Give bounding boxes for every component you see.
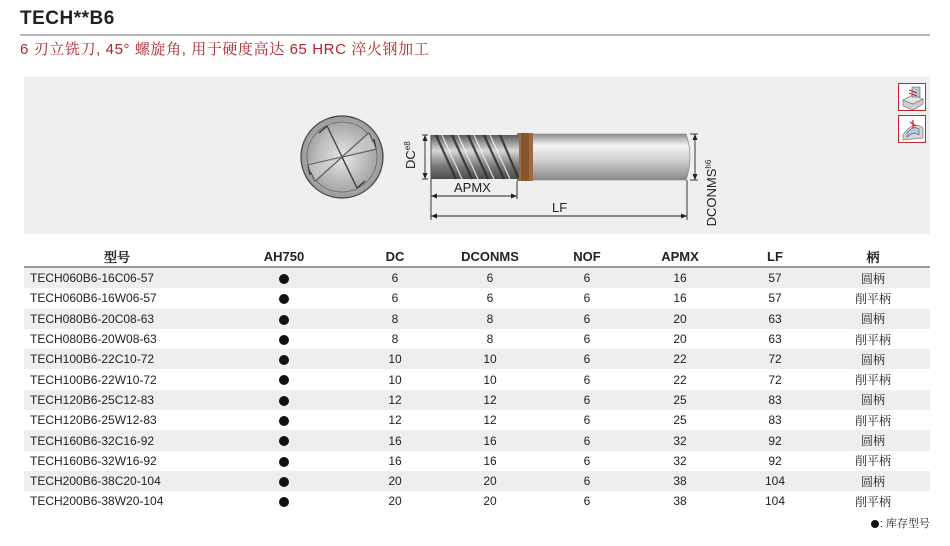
cell-dc: 16 xyxy=(388,453,402,468)
cell-lf: 57 xyxy=(734,267,816,288)
end-view-icon xyxy=(301,116,383,198)
cell-ah750 xyxy=(210,329,358,349)
cell-shank: 削平柄 xyxy=(854,373,891,388)
cell-shank: 圆柄 xyxy=(816,430,930,450)
cell-dconms: 10 xyxy=(432,349,548,369)
cell-ah750 xyxy=(210,369,358,389)
apmx-label: APMX xyxy=(454,180,491,195)
cell-dconms: 20 xyxy=(432,471,548,491)
cell-nof: 6 xyxy=(548,430,626,450)
table-row xyxy=(24,309,930,329)
cell-apmx: 32 xyxy=(626,430,734,450)
cell-nof: 6 xyxy=(583,453,591,468)
cell-dconms: 12 xyxy=(432,390,548,410)
stock-dot-icon xyxy=(279,355,289,365)
cell-ah750 xyxy=(210,451,358,471)
cell-dc: 8 xyxy=(358,309,432,329)
cell-dconms: 8 xyxy=(486,332,494,347)
stock-dot-icon xyxy=(279,375,289,385)
cell-dconms: 16 xyxy=(432,430,548,450)
dc-tolerance-label: e8 xyxy=(403,141,412,151)
cell-dc: 8 xyxy=(391,332,399,347)
footnote-text: : 库存型号 xyxy=(879,518,930,530)
cell-ah750 xyxy=(210,349,358,369)
cell-shank: 削平柄 xyxy=(854,332,891,347)
cell-lf: 72 xyxy=(768,372,782,387)
cell-dconms: 16 xyxy=(483,453,497,468)
table-row xyxy=(24,430,930,450)
table-row xyxy=(24,491,930,511)
stock-dot-icon xyxy=(871,520,879,528)
cell-model: TECH200B6-38W20-104 xyxy=(30,494,164,509)
cell-dc: 6 xyxy=(358,267,432,288)
cell-lf: 83 xyxy=(768,413,782,428)
cell-ah750 xyxy=(210,288,358,308)
svg-text:DCe8 xyxy=(403,141,418,169)
cell-apmx: 16 xyxy=(673,291,687,306)
table-row xyxy=(24,329,930,349)
cell-model: TECH100B6-22C10-72 xyxy=(24,349,210,369)
cell-nof: 6 xyxy=(583,413,591,428)
cell-apmx: 20 xyxy=(673,332,687,347)
stock-dot-icon xyxy=(279,416,289,426)
cell-shank: 圆柄 xyxy=(816,390,930,410)
cell-shank: 圆柄 xyxy=(816,471,930,491)
cell-lf: 92 xyxy=(768,453,782,468)
cell-nof: 6 xyxy=(548,349,626,369)
header-shank: 柄 xyxy=(816,246,930,267)
cell-dc: 20 xyxy=(388,494,402,509)
cell-lf: 104 xyxy=(764,494,786,509)
dconms-tolerance-label: h6 xyxy=(704,159,713,169)
cell-nof: 6 xyxy=(583,291,591,306)
cell-dconms: 10 xyxy=(483,372,497,387)
header-nof: NOF xyxy=(548,246,626,267)
cell-nof: 6 xyxy=(548,390,626,410)
cell-model: TECH100B6-22W10-72 xyxy=(30,372,157,387)
cell-shank: 圆柄 xyxy=(816,309,930,329)
cell-lf: 57 xyxy=(768,291,782,306)
stock-dot-icon xyxy=(279,315,289,325)
cell-shank: 削平柄 xyxy=(854,413,891,428)
stock-dot-icon xyxy=(279,335,289,345)
cell-lf: 83 xyxy=(734,390,816,410)
cell-model: TECH160B6-32C16-92 xyxy=(24,430,210,450)
page-subtitle: 6 刃立铣刀, 45° 螺旋角, 用于硬度高达 65 HRC 淬火钢加工 xyxy=(20,41,430,58)
cell-lf: 63 xyxy=(768,332,782,347)
stock-dot-icon xyxy=(279,477,289,487)
cell-dc: 20 xyxy=(358,471,432,491)
cell-apmx: 32 xyxy=(673,453,687,468)
cell-apmx: 38 xyxy=(626,471,734,491)
table-row xyxy=(24,288,930,308)
cell-shank: 削平柄 xyxy=(854,494,891,509)
table-row xyxy=(24,267,930,288)
cell-nof: 6 xyxy=(583,372,591,387)
cell-model: TECH120B6-25C12-83 xyxy=(24,390,210,410)
cell-nof: 6 xyxy=(548,471,626,491)
cell-lf: 104 xyxy=(734,471,816,491)
table-row xyxy=(24,471,930,491)
cell-ah750 xyxy=(210,267,358,288)
lf-label: LF xyxy=(552,200,568,215)
cell-dc: 12 xyxy=(358,390,432,410)
cell-dc: 6 xyxy=(391,291,399,306)
cell-nof: 6 xyxy=(583,494,591,509)
svg-text:DCONMSh6 xyxy=(704,159,719,226)
cell-lf: 92 xyxy=(734,430,816,450)
table-row xyxy=(24,349,930,369)
dc-label: DC xyxy=(403,150,418,169)
cell-nof: 6 xyxy=(583,332,591,347)
cell-dconms: 12 xyxy=(483,413,497,428)
cell-shank: 圆柄 xyxy=(816,267,930,288)
footnote xyxy=(871,515,930,531)
table-row xyxy=(24,410,930,430)
stock-dot-icon xyxy=(279,497,289,507)
cell-shank: 圆柄 xyxy=(816,349,930,369)
header-dc: DC xyxy=(358,246,432,267)
cell-dconms: 6 xyxy=(486,291,494,306)
cell-apmx: 16 xyxy=(626,267,734,288)
cell-model: TECH160B6-32W16-92 xyxy=(30,453,157,468)
page-title: TECH**B6 xyxy=(20,8,115,29)
cell-model: TECH060B6-16C06-57 xyxy=(24,267,210,288)
header-model: 型号 xyxy=(24,246,210,267)
cell-model: TECH120B6-25W12-83 xyxy=(30,413,157,428)
cell-dconms: 8 xyxy=(432,309,548,329)
cell-shank: 削平柄 xyxy=(854,454,891,469)
end-mill-drawing xyxy=(24,77,930,234)
dconms-label: DCONMS xyxy=(704,168,719,227)
tool-drawing-panel xyxy=(24,77,930,234)
stock-dot-icon xyxy=(279,274,289,284)
cell-model: TECH080B6-20C08-63 xyxy=(24,309,210,329)
cell-dc: 10 xyxy=(388,372,402,387)
table-row xyxy=(24,369,930,389)
flat-surface-milling-icon xyxy=(898,83,926,111)
cell-ah750 xyxy=(210,410,358,430)
table-row xyxy=(24,390,930,410)
side-view xyxy=(431,133,690,181)
cell-apmx: 38 xyxy=(673,494,687,509)
cell-apmx: 20 xyxy=(626,309,734,329)
header-dconms: DCONMS xyxy=(432,246,548,267)
cell-apmx: 22 xyxy=(673,372,687,387)
cell-ah750 xyxy=(210,430,358,450)
cell-model: TECH060B6-16W06-57 xyxy=(30,291,157,306)
cell-dconms: 6 xyxy=(432,267,548,288)
spec-table xyxy=(24,246,930,512)
cell-model: TECH200B6-38C20-104 xyxy=(24,471,210,491)
cell-model: TECH080B6-20W08-63 xyxy=(30,332,157,347)
cell-dc: 16 xyxy=(358,430,432,450)
side-milling-icon xyxy=(898,115,926,143)
cell-nof: 6 xyxy=(548,309,626,329)
cell-ah750 xyxy=(210,491,358,511)
header-ah750: AH750 xyxy=(210,246,358,267)
cell-apmx: 22 xyxy=(626,349,734,369)
cell-shank: 削平柄 xyxy=(854,291,891,306)
cell-lf: 63 xyxy=(734,309,816,329)
cell-dc: 12 xyxy=(388,413,402,428)
table-header-row xyxy=(24,246,930,267)
cell-apmx: 25 xyxy=(626,390,734,410)
stock-dot-icon xyxy=(279,396,289,406)
header-apmx: APMX xyxy=(626,246,734,267)
stock-dot-icon xyxy=(279,436,289,446)
cell-ah750 xyxy=(210,309,358,329)
cell-ah750 xyxy=(210,471,358,491)
header-lf: LF xyxy=(734,246,816,267)
cell-dconms: 20 xyxy=(483,494,497,509)
table-row xyxy=(24,451,930,471)
cell-ah750 xyxy=(210,390,358,410)
cell-nof: 6 xyxy=(548,267,626,288)
stock-dot-icon xyxy=(279,457,289,467)
cell-apmx: 25 xyxy=(673,413,687,428)
cell-lf: 72 xyxy=(734,349,816,369)
cell-dc: 10 xyxy=(358,349,432,369)
title-rule xyxy=(20,34,930,36)
stock-dot-icon xyxy=(279,294,289,304)
